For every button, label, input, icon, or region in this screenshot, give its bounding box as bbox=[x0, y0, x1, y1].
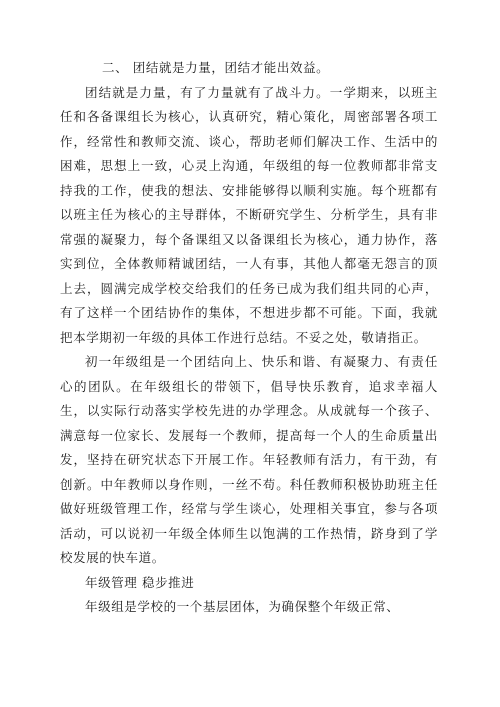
section-heading: 二、 团结就是力量，团结才能出效益。 bbox=[102, 60, 330, 75]
paragraph-unity: 团结就是力量，有了力量就有了战斗力。一学期来，以班主任和各备课组长为核心，认真研究，精心策化，周密部署各项工作，经常性和教师交流、谈心，帮助老师们解决工作、生活中的困难，思想上一致，心灵上沟通，年级组的每一位教师都非常支持我的工作，使我的想法、安排能够得以顺利实施。每个班都有以班主任为核心的主导群体，不断研究学生、分析学生，具有非常强的凝聚力，每个备课组又以备课组长为核心，通力协作，落实到位，全体教师精诚团结，一人有事，其他人都毫无怨言的顶上去，圆满完成学校交给我们的任务已成为我们组共同的心声，有了这样一个团结协作的集体，不想进步都不可能。下面，我就把本学期初一年级的具体工作进行总结。不妥之处，敬请指正。 bbox=[60, 84, 438, 345]
paragraph-team: 初一年级组是一个团结向上、快乐和谐、有凝聚力、有责任心的团队。在年级组长的带领下，倡导快乐教育，追求幸福人生，以实际行动落实学校先进的办学理念。从成就每一个孩子、满意每一位家长、发展每一个教师，提高每一个人的生命质量出发，坚持在研究状态下开展工作。年轻教师有活力，有干劲，有创新。中年教师以身作则，一丝不苟。科任教师积极协助班主任做好班级管理工作，经常与学生谈心，处理相关事宜，参与各项活动，可以说初一年级全体师生以饱满的工作热情，跻身到了学校发展的快车道。 bbox=[60, 354, 438, 565]
paragraph-management: 年级组是学校的一个基层团体，为确保整个年级正常、 bbox=[85, 599, 400, 614]
subheading-management: 年级管理 稳步推进 bbox=[85, 574, 195, 590]
document-body bbox=[60, 56, 438, 620]
